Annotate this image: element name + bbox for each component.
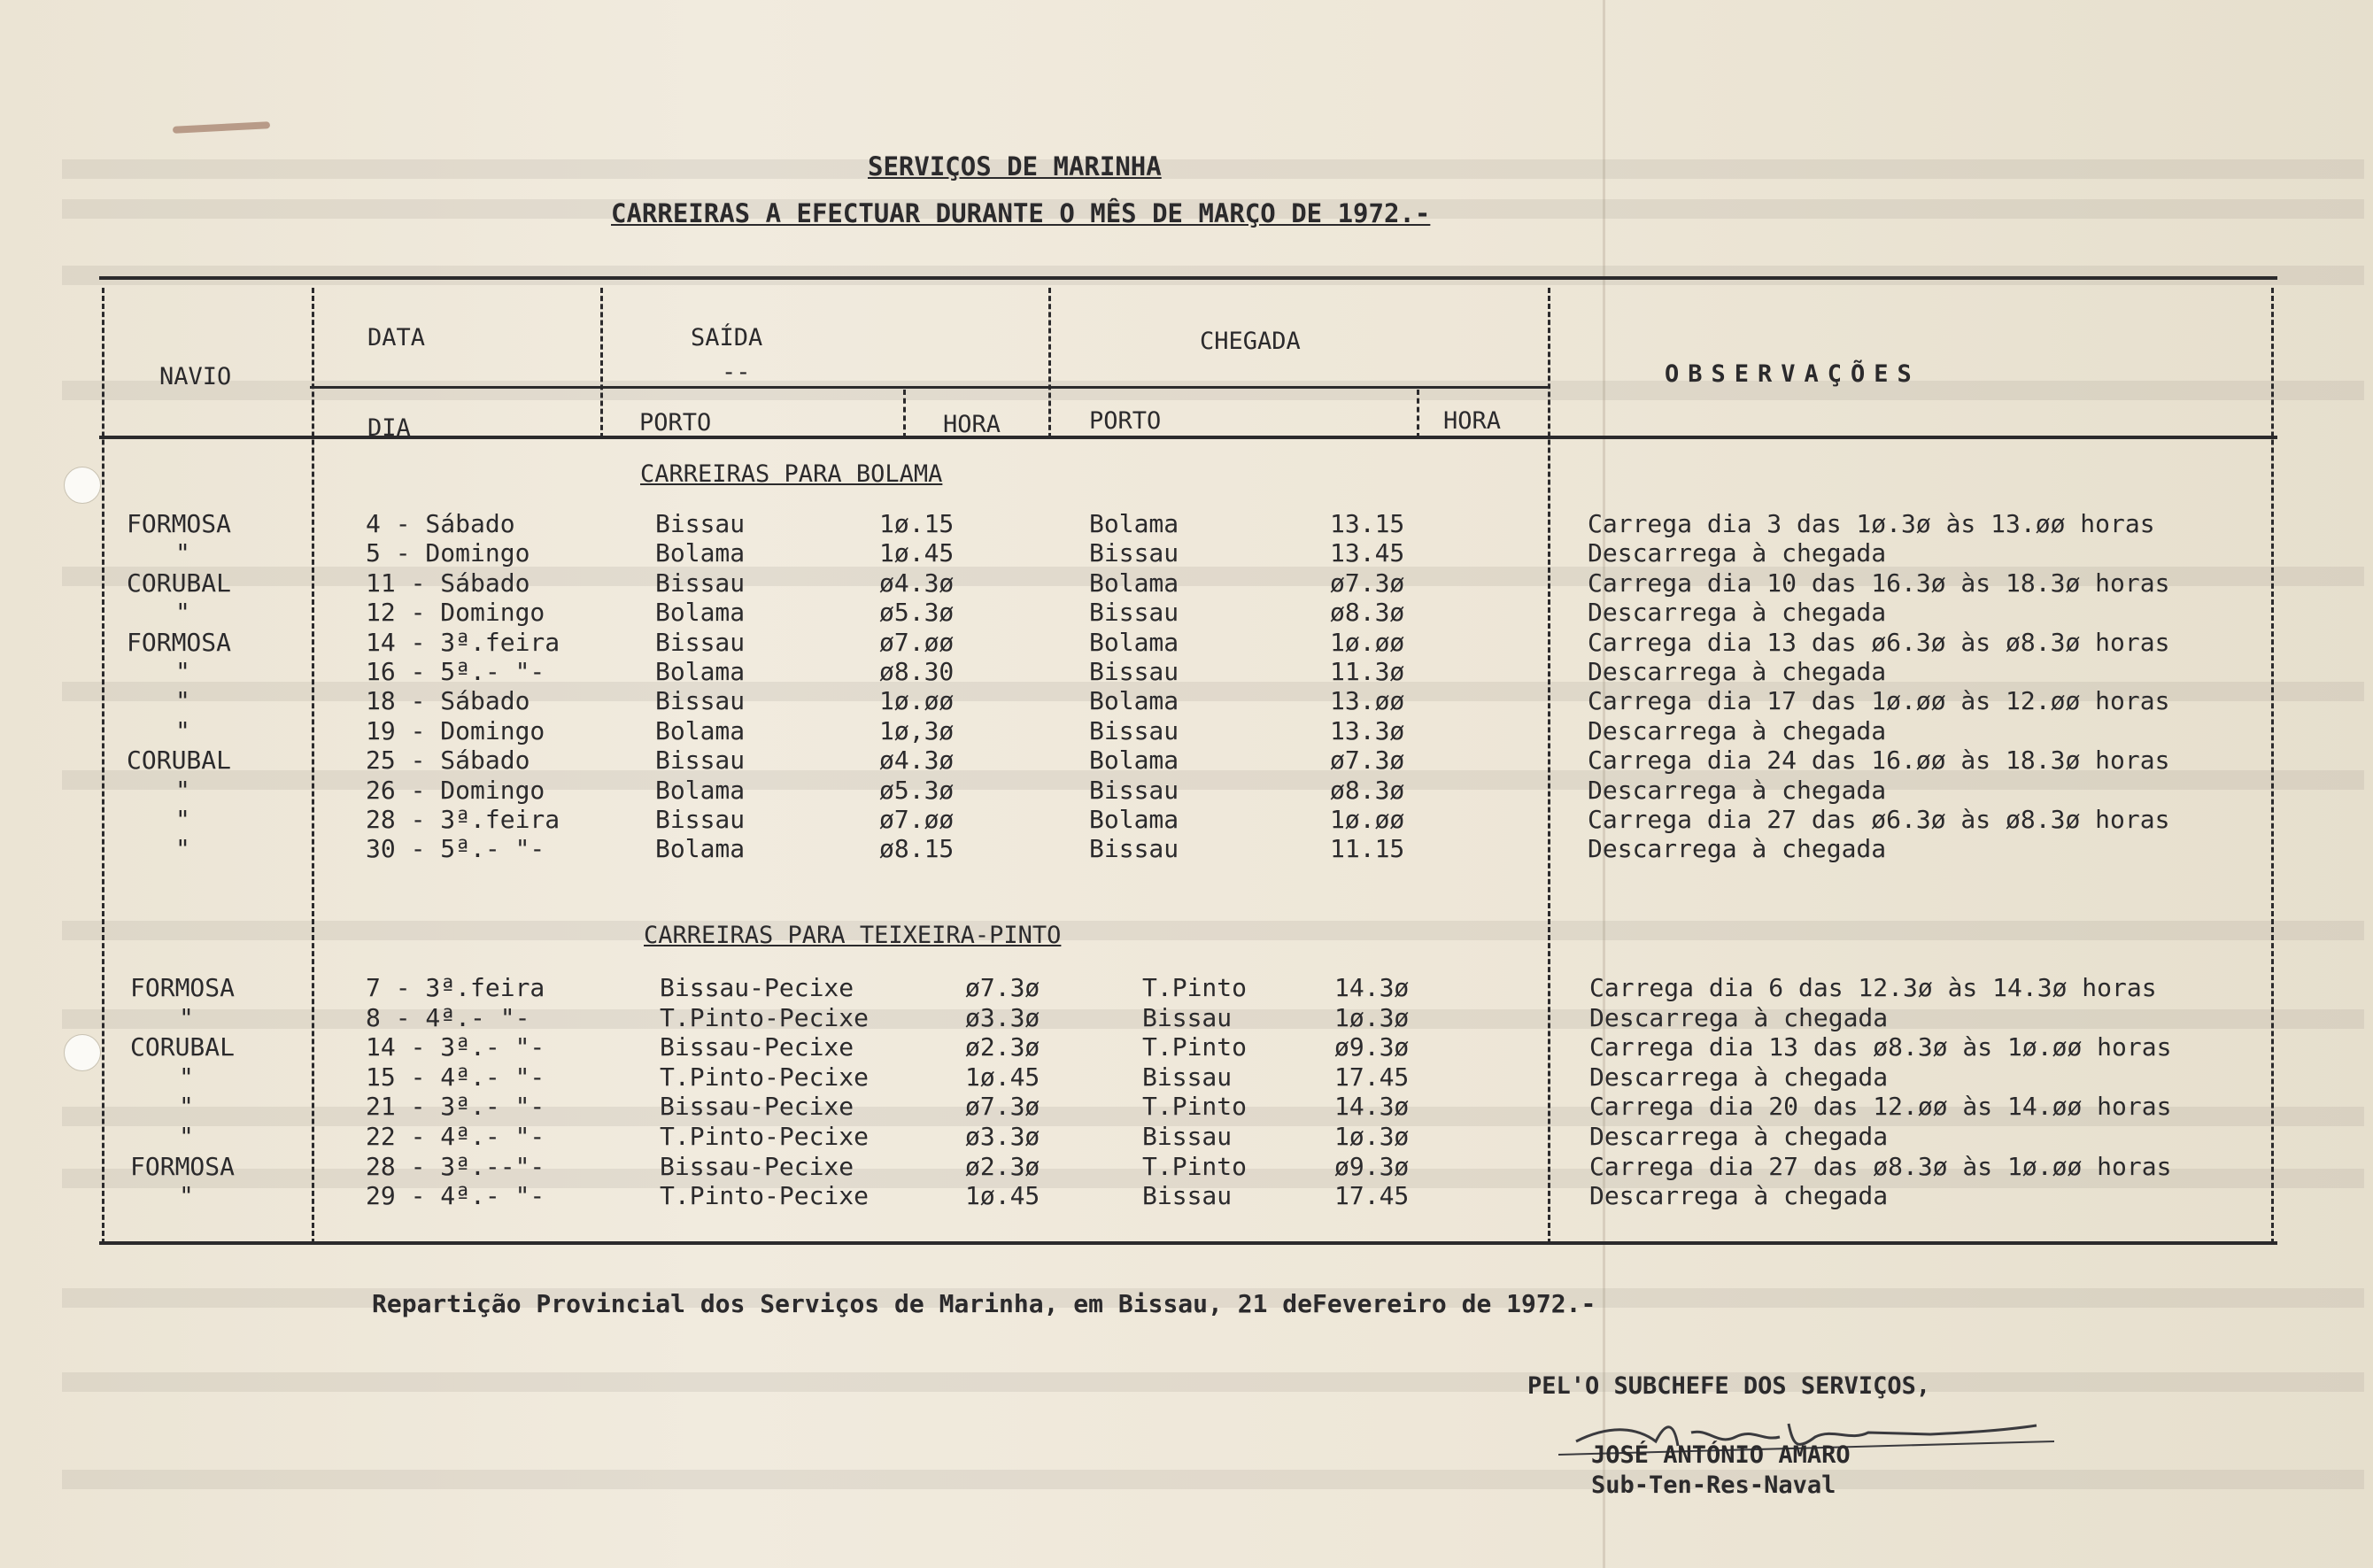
column-divider (2271, 288, 2274, 1244)
header-hora-saida: HORA (943, 411, 1001, 438)
cell-hora-chegada: 17.45 (1334, 1062, 1410, 1092)
cell-porto-saida: T.Pinto-Pecixe (660, 1002, 870, 1032)
cell-navio: " (179, 1122, 194, 1151)
cell-porto-saida: Bolama (655, 834, 746, 864)
paper-band (62, 266, 2364, 285)
cell-porto-saida: Bissau-Pecixe (660, 1092, 854, 1122)
cell-dia: 30 - 5ª.- "- (366, 834, 545, 864)
cell-obs: Descarrega à chegada (1588, 598, 1887, 628)
document-title: SERVIÇOS DE MARINHA (868, 151, 1162, 182)
cell-porto-chegada: Bolama (1089, 745, 1179, 776)
cell-porto-chegada: T.Pinto (1142, 1151, 1248, 1181)
cell-porto-chegada: Bissau (1142, 1002, 1233, 1032)
cell-porto-chegada: Bissau (1089, 598, 1179, 628)
cell-hora-saida: ø2.3ø (965, 1151, 1040, 1181)
header-saida: SAÍDA (691, 324, 763, 351)
cell-dia: 22 - 4ª.- "- (366, 1122, 545, 1151)
cell-hora-saida: ø3.3ø (965, 1002, 1040, 1032)
header-chegada: CHEGADA (1200, 328, 1301, 355)
paper-band (62, 1372, 2364, 1392)
cell-hora-chegada: 13.45 (1330, 538, 1405, 568)
cell-hora-saida: ø8.15 (879, 834, 955, 864)
cell-dia: 29 - 4ª.- "- (366, 1181, 545, 1211)
cell-dia: 19 - Domingo (366, 715, 545, 745)
cell-dia: 21 - 3ª.- "- (366, 1092, 545, 1122)
cell-hora-chegada: ø8.3ø (1330, 775, 1405, 805)
cell-porto-chegada: Bolama (1089, 568, 1179, 598)
header-porto-saida: PORTO (639, 409, 712, 436)
cell-obs: Carrega dia 13 das ø6.3ø às ø8.3ø horas (1588, 627, 2170, 657)
cell-dia: 16 - 5ª.- "- (366, 657, 545, 686)
section-title-teixeira-pinto: CARREIRAS PARA TEIXEIRA-PINTO (644, 922, 1062, 949)
rust-stain (173, 121, 270, 134)
place-date-line: Repartição Provincial dos Serviços de Marinha, em Bissau, 21 deFevereiro de 1972.- (372, 1289, 1596, 1318)
cell-porto-chegada: Bissau (1142, 1062, 1233, 1092)
cell-navio: FORMOSA (130, 1151, 236, 1181)
cell-porto-chegada: Bolama (1089, 686, 1179, 716)
cell-navio: " (175, 805, 190, 834)
cell-dia: 15 - 4ª.- "- (366, 1062, 545, 1092)
cell-hora-saida: 1ø.45 (965, 1062, 1040, 1092)
cell-hora-chegada: 1ø.3ø (1334, 1122, 1410, 1151)
cell-hora-chegada: 1ø.øø (1330, 627, 1405, 657)
table-bottom-rule (99, 1241, 2277, 1245)
cell-obs: Descarrega à chegada (1588, 538, 1887, 568)
cell-obs: Carrega dia 3 das 1ø.3ø às 13.øø horas (1588, 509, 2155, 538)
cell-hora-chegada: 14.3ø (1334, 1092, 1410, 1122)
cell-porto-saida: Bolama (655, 715, 746, 745)
cell-navio: CORUBAL (127, 745, 232, 776)
cell-dia: 28 - 3ª.--"- (366, 1151, 545, 1181)
punch-hole (64, 467, 101, 504)
cell-hora-chegada: 13.15 (1330, 509, 1405, 538)
cell-hora-chegada: 1ø.øø (1330, 805, 1405, 834)
cell-porto-saida: Bissau (655, 627, 746, 657)
cell-obs: Descarrega à chegada (1589, 1122, 1889, 1151)
cell-navio: " (175, 657, 190, 686)
column-divider (600, 288, 603, 438)
cell-porto-chegada: Bissau (1089, 775, 1179, 805)
signer-name: JOSÉ ANTÓNIO AMARO (1591, 1441, 1851, 1469)
cell-navio: " (175, 686, 190, 716)
paper-band (62, 159, 2364, 179)
cell-navio: " (179, 1002, 194, 1032)
cell-hora-saida: 1ø.15 (879, 509, 955, 538)
header-dia: DIA (367, 414, 411, 442)
column-divider (312, 288, 314, 1244)
cell-navio: " (179, 1062, 194, 1092)
signer-rank: Sub-Ten-Res-Naval (1591, 1471, 1836, 1499)
header-saida-dash: -- (722, 359, 751, 386)
cell-navio: " (175, 834, 190, 864)
cell-navio: " (175, 538, 190, 568)
cell-porto-chegada: Bolama (1089, 805, 1179, 834)
header-porto-chegada: PORTO (1089, 407, 1162, 435)
cell-dia: 12 - Domingo (366, 598, 545, 628)
cell-navio: FORMOSA (130, 973, 236, 1002)
cell-hora-chegada: ø7.3ø (1330, 745, 1405, 776)
cell-obs: Descarrega à chegada (1588, 834, 1887, 864)
cell-dia: 7 - 3ª.feira (366, 973, 545, 1002)
document-subtitle: CARREIRAS A EFECTUAR DURANTE O MÊS DE MARÇO DE 1972.- (611, 198, 1431, 228)
cell-obs: Descarrega à chegada (1588, 775, 1887, 805)
cell-hora-saida: ø5.3ø (879, 598, 955, 628)
cell-dia: 8 - 4ª.- "- (366, 1002, 530, 1032)
paper-band (62, 1470, 2364, 1489)
cell-porto-saida: T.Pinto-Pecixe (660, 1122, 870, 1151)
cell-obs: Carrega dia 27 das ø6.3ø às ø8.3ø horas (1588, 805, 2170, 834)
cell-dia: 18 - Sábado (366, 686, 530, 716)
cell-hora-chegada: ø8.3ø (1330, 598, 1405, 628)
cell-dia: 25 - Sábado (366, 745, 530, 776)
cell-hora-chegada: 14.3ø (1334, 973, 1410, 1002)
cell-navio: CORUBAL (127, 568, 232, 598)
cell-porto-saida: T.Pinto-Pecixe (660, 1181, 870, 1211)
cell-porto-saida: Bolama (655, 598, 746, 628)
cell-obs: Descarrega à chegada (1589, 1181, 1889, 1211)
cell-obs: Descarrega à chegada (1588, 715, 1887, 745)
cell-dia: 14 - 3ª.feira (366, 627, 560, 657)
cell-hora-chegada: 11.3ø (1330, 657, 1405, 686)
cell-obs: Descarrega à chegada (1588, 657, 1887, 686)
cell-dia: 5 - Domingo (366, 538, 530, 568)
cell-porto-saida: Bissau-Pecixe (660, 1032, 854, 1062)
cell-navio: " (175, 715, 190, 745)
cell-navio: FORMOSA (127, 509, 232, 538)
cell-hora-saida: ø7.3ø (965, 973, 1040, 1002)
cell-porto-chegada: Bissau (1089, 657, 1179, 686)
column-divider (102, 288, 104, 1244)
cell-hora-saida: ø4.3ø (879, 568, 955, 598)
cell-porto-saida: Bissau (655, 568, 746, 598)
signature-prefix: PEL'O SUBCHEFE DOS SERVIÇOS, (1527, 1372, 1931, 1400)
cell-hora-saida: 1ø.45 (879, 538, 955, 568)
cell-navio: " (175, 598, 190, 628)
cell-porto-chegada: T.Pinto (1142, 1092, 1248, 1122)
cell-hora-saida: ø2.3ø (965, 1032, 1040, 1062)
header-bottom-rule (99, 436, 2277, 439)
cell-porto-saida: Bissau-Pecixe (660, 973, 854, 1002)
punch-hole (64, 1034, 101, 1071)
cell-obs: Descarrega à chegada (1589, 1002, 1889, 1032)
cell-navio: " (179, 1092, 194, 1122)
cell-dia: 26 - Domingo (366, 775, 545, 805)
cell-porto-saida: T.Pinto-Pecixe (660, 1062, 870, 1092)
cell-navio: FORMOSA (127, 627, 232, 657)
cell-porto-chegada: Bissau (1089, 834, 1179, 864)
cell-obs: Carrega dia 24 das 16.øø às 18.3ø horas (1588, 745, 2170, 776)
cell-navio: CORUBAL (130, 1032, 236, 1062)
cell-obs: Carrega dia 6 das 12.3ø às 14.3ø horas (1589, 973, 2157, 1002)
paper-band (62, 921, 2364, 940)
cell-porto-saida: Bissau (655, 686, 746, 716)
cell-porto-chegada: Bissau (1089, 538, 1179, 568)
cell-porto-saida: Bissau (655, 509, 746, 538)
section-title-bolama: CARREIRAS PARA BOLAMA (640, 460, 943, 488)
cell-hora-saida: ø7.3ø (965, 1092, 1040, 1122)
cell-navio: " (175, 775, 190, 805)
paper-band (62, 381, 2364, 400)
cell-porto-saida: Bolama (655, 538, 746, 568)
cell-porto-chegada: Bolama (1089, 627, 1179, 657)
column-divider (1548, 288, 1550, 1244)
cell-dia: 4 - Sábado (366, 509, 515, 538)
cell-hora-chegada: 13.øø (1330, 686, 1405, 716)
cell-hora-chegada: ø9.3ø (1334, 1151, 1410, 1181)
cell-porto-chegada: Bissau (1142, 1181, 1233, 1211)
header-data: DATA (367, 324, 426, 351)
header-observacoes: OBSERVAÇÕES (1665, 360, 1921, 388)
header-mid-rule (310, 386, 1550, 389)
cell-hora-saida: 1ø.øø (879, 686, 955, 716)
cell-obs: Carrega dia 20 das 12.øø às 14.øø horas (1589, 1092, 2172, 1122)
cell-obs: Carrega dia 27 das ø8.3ø às 1ø.øø horas (1589, 1151, 2172, 1181)
cell-hora-saida: ø3.3ø (965, 1122, 1040, 1151)
cell-hora-chegada: 17.45 (1334, 1181, 1410, 1211)
cell-hora-chegada: 1ø.3ø (1334, 1002, 1410, 1032)
cell-porto-saida: Bissau (655, 805, 746, 834)
cell-porto-saida: Bolama (655, 657, 746, 686)
cell-hora-saida: ø5.3ø (879, 775, 955, 805)
cell-hora-chegada: ø7.3ø (1330, 568, 1405, 598)
cell-hora-saida: ø8.30 (879, 657, 955, 686)
cell-hora-saida: ø7.øø (879, 627, 955, 657)
cell-porto-chegada: Bolama (1089, 509, 1179, 538)
cell-hora-saida: 1ø.45 (965, 1181, 1040, 1211)
cell-porto-chegada: Bissau (1089, 715, 1179, 745)
column-divider (903, 390, 906, 438)
column-divider (1417, 390, 1419, 438)
header-navio: NAVIO (159, 363, 232, 390)
cell-porto-saida: Bolama (655, 775, 746, 805)
cell-hora-saida: 1ø,3ø (879, 715, 955, 745)
cell-porto-saida: Bissau (655, 745, 746, 776)
cell-porto-chegada: Bissau (1142, 1122, 1233, 1151)
cell-dia: 28 - 3ª.feira (366, 805, 560, 834)
cell-obs: Carrega dia 17 das 1ø.øø às 12.øø horas (1588, 686, 2170, 716)
cell-porto-saida: Bissau-Pecixe (660, 1151, 854, 1181)
cell-hora-chegada: 11.15 (1330, 834, 1405, 864)
cell-hora-chegada: 13.3ø (1330, 715, 1405, 745)
column-divider (1048, 288, 1051, 438)
cell-hora-saida: ø4.3ø (879, 745, 955, 776)
cell-porto-chegada: T.Pinto (1142, 1032, 1248, 1062)
table-top-rule (99, 276, 2277, 280)
cell-hora-saida: ø7.øø (879, 805, 955, 834)
cell-hora-chegada: ø9.3ø (1334, 1032, 1410, 1062)
cell-dia: 14 - 3ª.- "- (366, 1032, 545, 1062)
cell-obs: Carrega dia 10 das 16.3ø às 18.3ø horas (1588, 568, 2170, 598)
cell-dia: 11 - Sábado (366, 568, 530, 598)
cell-navio: " (179, 1181, 194, 1211)
cell-obs: Descarrega à chegada (1589, 1062, 1889, 1092)
cell-porto-chegada: T.Pinto (1142, 973, 1248, 1002)
cell-obs: Carrega dia 13 das ø8.3ø às 1ø.øø horas (1589, 1032, 2172, 1062)
header-hora-chegada: HORA (1443, 407, 1502, 435)
